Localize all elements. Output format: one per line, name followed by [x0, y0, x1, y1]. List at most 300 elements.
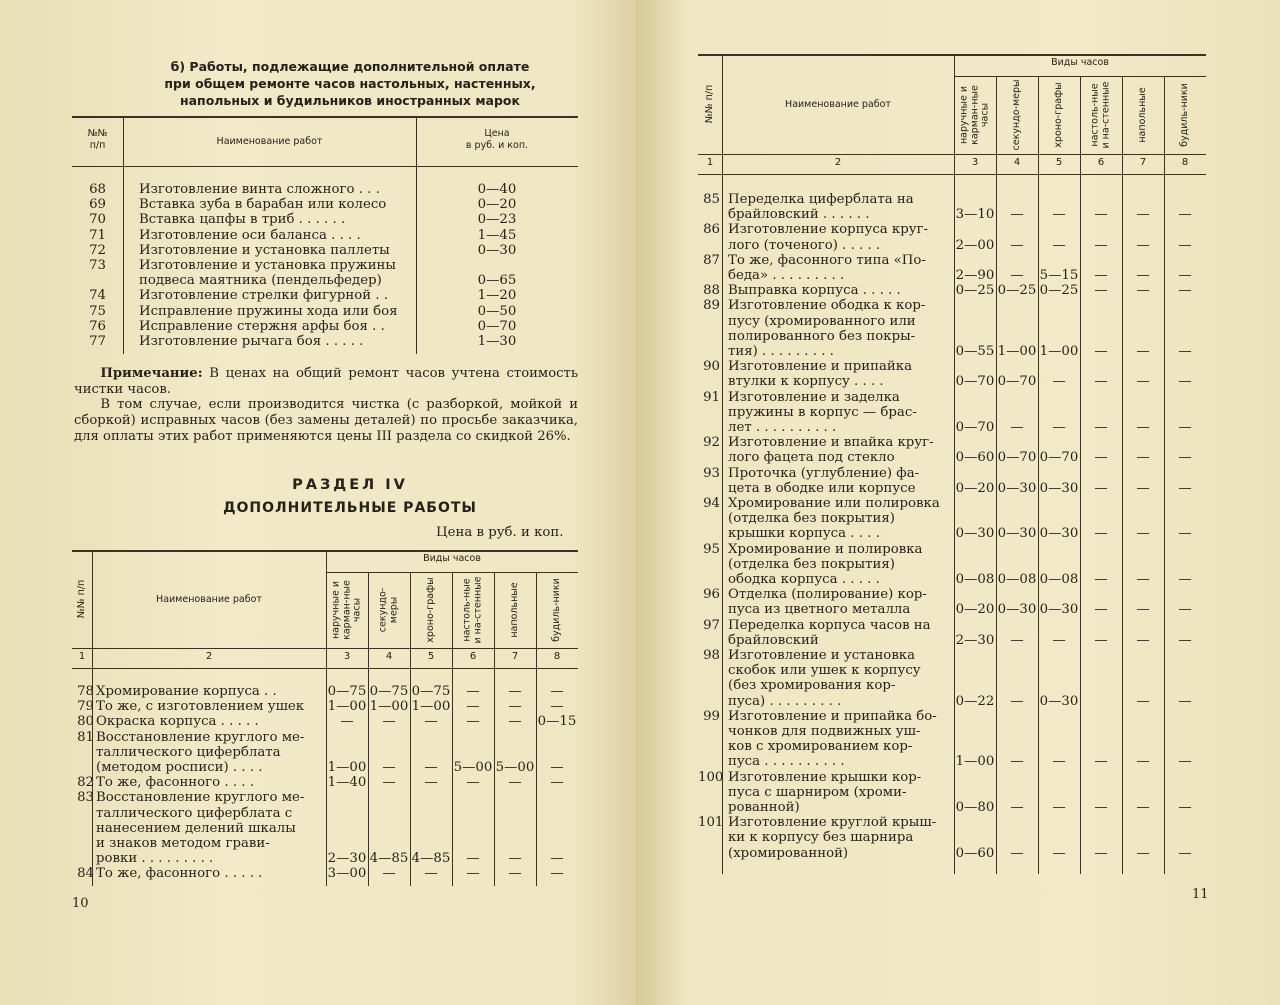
- table-rule: [72, 550, 578, 552]
- work-description: Хромирование корпуса . .: [96, 684, 277, 699]
- price-cell: —: [1052, 237, 1066, 253]
- table-rule: [698, 54, 1206, 56]
- row-number: 87: [703, 252, 720, 268]
- column-number: 3: [971, 157, 979, 168]
- price-cell: —: [1178, 602, 1192, 618]
- price-cell: 0—75: [369, 684, 409, 699]
- price-cell: —: [508, 775, 522, 791]
- work-description: Вставка зуба в барабан или колесо: [139, 197, 387, 213]
- table-rule: [698, 154, 1206, 155]
- note-text: В том случае, если производится чистка (с разборкой, мойкой и сборкой) исправных часов (без замены деталей) по просьбе заказчика, для оплаты этих работ применяются цены III раздела со скидкой 26%.: [74, 397, 578, 444]
- price-cell: —: [424, 760, 438, 775]
- price-cell: —: [1178, 845, 1192, 861]
- price-cell: 1—00: [369, 699, 409, 715]
- price-cell: 0—70: [997, 450, 1037, 466]
- column-number: 8: [1181, 157, 1189, 168]
- work-description: таллического циферблата: [96, 744, 281, 760]
- price-cell: 0—08: [955, 572, 995, 587]
- price-cell: —: [1010, 420, 1024, 435]
- price-cell: —: [1136, 800, 1150, 815]
- price-cell: 2—30: [955, 632, 995, 648]
- work-description: лого (точеного) . . . . .: [728, 237, 881, 253]
- price-cell: —: [424, 775, 438, 791]
- price-cell: 0—30: [955, 526, 995, 542]
- price-cell: —: [1094, 420, 1108, 435]
- price-cell: 2—00: [955, 237, 995, 253]
- column-number: 5: [1055, 157, 1063, 168]
- work-description: То же, с изготовлением ушек: [96, 699, 305, 715]
- price-cell: —: [1178, 374, 1192, 390]
- row-number: 89: [703, 298, 720, 314]
- column-number: 5: [427, 651, 435, 662]
- price-cell: 0—08: [1039, 572, 1079, 587]
- table-rule: [722, 54, 723, 874]
- work-description: ободка корпуса . . . . .: [728, 572, 880, 587]
- price-cell: —: [1136, 374, 1150, 390]
- price-cell: —: [1094, 800, 1108, 815]
- price-cell: —: [1052, 207, 1066, 223]
- price-cell: —: [1094, 374, 1108, 390]
- work-description: пуса с шарниром (хроми-: [728, 784, 907, 800]
- work-description: Изготовление и впайка круг-: [728, 435, 934, 451]
- price-cell: —: [466, 851, 480, 867]
- table-rule: [72, 668, 578, 669]
- work-description: (без хромирования кор-: [728, 678, 896, 694]
- table1-num-header: п/п: [89, 140, 106, 151]
- price-cell: —: [1136, 845, 1150, 861]
- row-number: 73: [89, 258, 106, 273]
- work-description: лет . . . . . . . . . .: [728, 420, 837, 435]
- row-number: 82: [77, 775, 94, 791]
- price-cell: —: [466, 714, 480, 730]
- work-description: лого фацета под стекло: [728, 450, 895, 466]
- work-description: ки к корпусу без шарнира: [728, 830, 914, 846]
- price-value: 0—23: [477, 212, 517, 228]
- column-header-kind: наручные и карман-ные часы: [958, 85, 991, 145]
- work-description: (отделка без покрытия): [728, 556, 895, 572]
- price-cell: —: [466, 699, 480, 715]
- column-header-kind: напольные: [508, 582, 520, 638]
- price-cell: —: [1136, 602, 1150, 618]
- work-description: Хромирование и полировка: [728, 541, 923, 557]
- price-cell: —: [508, 866, 522, 882]
- column-header-kind: наручные и карман-ные часы: [330, 580, 363, 640]
- column-header-kind: секундо-меры: [377, 587, 399, 633]
- column-header-kind: хроно-графы: [1052, 82, 1064, 148]
- work-description: Изготовление и установка паллеты: [139, 242, 390, 258]
- work-description: Изготовление и припайка: [728, 359, 913, 375]
- price-cell: 2—30: [327, 851, 367, 867]
- price-cell: —: [1094, 572, 1108, 587]
- price-cell: 0—75: [411, 684, 451, 699]
- price-cell: —: [382, 866, 396, 882]
- price-cell: —: [1010, 754, 1024, 770]
- column-header-name: Наименование работ: [785, 99, 891, 110]
- price-value: 0—30: [477, 242, 517, 258]
- table-rule: [698, 174, 1206, 175]
- left-page: [0, 0, 636, 1005]
- column-header-kind: настоль-ные и на-стенные: [461, 576, 483, 644]
- price-cell: 0—25: [955, 283, 995, 299]
- work-description: Изготовление крышки кор-: [728, 769, 922, 785]
- column-group-header: Виды часов: [1051, 57, 1109, 68]
- price-cell: 0—30: [997, 480, 1037, 496]
- row-number: 74: [89, 288, 106, 304]
- row-number: 69: [89, 197, 106, 213]
- price-cell: —: [1178, 480, 1192, 496]
- column-number: 7: [511, 651, 519, 662]
- price-cell: 1—00: [327, 760, 367, 775]
- column-number: 6: [1097, 157, 1105, 168]
- column-header-kind: будиль-ники: [1178, 83, 1190, 147]
- price-cell: —: [1178, 800, 1192, 815]
- price-cell: —: [1094, 268, 1108, 283]
- price-cell: —: [1094, 283, 1108, 299]
- table1-name-header: Наименование работ: [216, 136, 323, 147]
- work-description: Исправление пружины хода или боя: [139, 303, 398, 319]
- work-description: (отделка без покрытия): [728, 511, 895, 527]
- work-description: Изготовление рычага боя . . . . .: [139, 334, 364, 349]
- work-description: Изготовление винта сложного . . .: [139, 182, 380, 197]
- work-description: Восстановление круглого ме-: [96, 790, 305, 806]
- price-cell: 3—00: [327, 866, 367, 882]
- page-number: 10: [72, 896, 89, 911]
- work-description: чонков для подвижных уш-: [728, 724, 921, 739]
- price-cell: —: [1094, 845, 1108, 861]
- price-cell: 0—70: [1039, 450, 1079, 466]
- column-header-kind: секундо-меры: [1010, 79, 1022, 151]
- price-cell: —: [1094, 602, 1108, 618]
- work-description: (хромированной): [728, 845, 849, 861]
- price-cell: 0—25: [1039, 283, 1079, 299]
- section-title: РАЗДЕЛ IV: [292, 477, 408, 493]
- work-description: и знаков методом грави-: [96, 836, 270, 851]
- work-description: пусу (хромированного или: [728, 313, 916, 329]
- price-cell: 4—85: [369, 851, 409, 867]
- price-cell: 5—00: [495, 760, 535, 775]
- price-cell: —: [1052, 420, 1066, 435]
- work-description: То же, фасонного . . . .: [96, 775, 254, 791]
- row-number: 78: [77, 684, 94, 699]
- price-cell: —: [508, 851, 522, 867]
- work-description: брайловский . . . . . .: [728, 207, 870, 223]
- page-number: 11: [1192, 887, 1209, 902]
- price-value: 0—50: [477, 303, 517, 319]
- work-description: (методом росписи) . . . .: [96, 760, 263, 775]
- note-paragraph: [74, 366, 578, 398]
- price-cell: —: [466, 775, 480, 791]
- table1-price-header: в руб. и коп.: [465, 140, 529, 151]
- price-cell: 1—00: [327, 699, 367, 715]
- row-number: 88: [703, 283, 720, 299]
- price-cell: —: [1010, 845, 1024, 861]
- row-number: 90: [703, 359, 720, 375]
- work-description: рованной): [728, 800, 800, 815]
- price-cell: 0—30: [1039, 693, 1079, 709]
- work-description: Изготовление стрелки фигурной . .: [139, 288, 389, 304]
- column-number: 8: [553, 651, 561, 662]
- work-description: Отделка (полирование) кор-: [728, 587, 927, 603]
- column-number: 2: [205, 651, 213, 662]
- price-cell: 1—00: [411, 699, 451, 715]
- price-cell: —: [1010, 237, 1024, 253]
- price-cell: —: [1094, 450, 1108, 466]
- price-value: 0—70: [477, 318, 517, 334]
- price-cell: —: [1010, 800, 1024, 815]
- price-cell: 0—75: [327, 684, 367, 699]
- column-number: 6: [469, 651, 477, 662]
- price-cell: —: [1094, 480, 1108, 496]
- price-cell: —: [1136, 344, 1150, 359]
- column-number: 7: [1139, 157, 1147, 168]
- work-description: Исправление стержня арфы боя . .: [139, 318, 385, 334]
- work-description: таллического циферблата с: [96, 805, 293, 821]
- price-cell: 0—70: [955, 374, 995, 390]
- price-value: 1—30: [477, 334, 517, 349]
- work-description: Окраска корпуса . . . . .: [96, 714, 259, 730]
- row-number: 101: [698, 815, 724, 831]
- column-header-name: Наименование работ: [156, 594, 262, 605]
- price-cell: 0—60: [955, 845, 995, 861]
- work-description: Изготовление и припайка бо-: [728, 708, 937, 724]
- work-description: пуса из цветного металла: [728, 602, 911, 618]
- price-cell: 0—80: [955, 800, 995, 815]
- price-cell: 0—25: [997, 283, 1037, 299]
- work-description: беда» . . . . . . . . .: [728, 268, 845, 283]
- price-cell: —: [1178, 572, 1192, 587]
- work-description: Выправка корпуса . . . . .: [728, 283, 901, 299]
- note-text: В ценах на общий ремонт часов учтена стоимость чистки часов.: [74, 366, 578, 397]
- work-description: То же, фасонного . . . . .: [96, 866, 263, 882]
- row-number: 94: [703, 496, 720, 511]
- row-number: 83: [77, 790, 94, 806]
- price-cell: 0—30: [997, 526, 1037, 542]
- price-cell: 0—30: [1039, 480, 1079, 496]
- work-description: Изготовление оси баланса . . . .: [139, 227, 361, 243]
- price-cell: —: [382, 760, 396, 775]
- price-cell: —: [550, 851, 564, 867]
- column-number: 1: [706, 157, 714, 168]
- work-description: брайловский: [728, 632, 819, 648]
- column-number: 4: [385, 651, 393, 662]
- price-cell: —: [1178, 754, 1192, 770]
- price-cell: —: [1178, 420, 1192, 435]
- price-caption: Цена в руб. и коп.: [436, 525, 564, 540]
- column-header-kind: хроно-графы: [424, 577, 436, 643]
- price-cell: —: [424, 866, 438, 882]
- price-cell: —: [1094, 237, 1108, 253]
- price-cell: —: [1136, 420, 1150, 435]
- work-description: Вставка цапфы в триб . . . . . .: [139, 212, 346, 228]
- row-number: 98: [703, 648, 720, 663]
- work-description: ровки . . . . . . . . .: [96, 851, 214, 867]
- price-cell: —: [1052, 845, 1066, 861]
- price-cell: 1—00: [955, 754, 995, 770]
- price-cell: —: [1052, 800, 1066, 815]
- price-cell: —: [1094, 207, 1108, 223]
- subsection-title-line: б) Работы, подлежащие дополнительной оплате: [170, 59, 530, 74]
- price-cell: —: [1136, 632, 1150, 648]
- price-cell: 0—20: [955, 480, 995, 496]
- section-subtitle: ДОПОЛНИТЕЛЬНЫЕ РАБОТЫ: [223, 500, 477, 516]
- work-description: нанесением делений шкалы: [96, 820, 296, 836]
- note-label: Примечание:: [100, 366, 203, 381]
- price-cell: —: [1052, 374, 1066, 390]
- price-cell: —: [508, 684, 522, 699]
- row-number: 71: [89, 227, 106, 243]
- work-description: Изготовление и установка: [728, 648, 916, 663]
- row-number: 84: [77, 866, 94, 882]
- price-cell: 2—90: [955, 268, 995, 283]
- price-cell: —: [1178, 207, 1192, 223]
- price-cell: —: [382, 714, 396, 730]
- row-number: 68: [89, 182, 106, 197]
- price-cell: 4—85: [411, 851, 451, 867]
- price-cell: —: [550, 760, 564, 775]
- column-number: 1: [78, 651, 86, 662]
- column-header-num: №№ п/п: [703, 84, 715, 124]
- column-header-kind: будиль-ники: [550, 578, 562, 642]
- price-cell: —: [1094, 344, 1108, 359]
- price-cell: —: [1094, 526, 1108, 542]
- work-description: Переделка корпуса часов на: [728, 617, 931, 633]
- price-cell: 0—20: [955, 602, 995, 618]
- price-cell: 1—40: [327, 775, 367, 791]
- price-cell: —: [1178, 526, 1192, 542]
- work-description: То же, фасонного типа «По-: [728, 252, 926, 268]
- price-cell: —: [1136, 207, 1150, 223]
- price-cell: —: [1010, 207, 1024, 223]
- row-number: 80: [77, 714, 94, 730]
- price-cell: 0—15: [537, 714, 577, 730]
- work-description: полированного без покры-: [728, 328, 916, 344]
- work-description: Изготовление и заделка: [728, 389, 900, 405]
- work-description: Восстановление круглого ме-: [96, 729, 305, 745]
- price-cell: —: [1136, 526, 1150, 542]
- work-description: пуса) . . . . . . . . .: [728, 693, 842, 709]
- price-cell: —: [1136, 480, 1150, 496]
- price-cell: —: [1136, 283, 1150, 299]
- work-description: ков с хромированием кор-: [728, 739, 913, 755]
- row-number: 72: [89, 242, 106, 258]
- price-cell: 0—30: [1039, 602, 1079, 618]
- price-cell: —: [1136, 754, 1150, 770]
- price-cell: —: [508, 699, 522, 715]
- row-number: 99: [703, 708, 720, 724]
- subsection-title-line: при общем ремонте часов настольных, настенных,: [164, 76, 536, 91]
- price-cell: —: [1136, 450, 1150, 466]
- row-number: 85: [703, 192, 720, 207]
- row-number: 70: [89, 212, 106, 228]
- price-cell: 1—00: [1039, 344, 1079, 359]
- price-cell: —: [1178, 450, 1192, 466]
- price-cell: —: [550, 775, 564, 791]
- price-cell: —: [1178, 632, 1192, 648]
- price-value: 1—20: [477, 288, 517, 304]
- price-cell: —: [550, 684, 564, 699]
- work-description: цета в ободке или корпусе: [728, 480, 916, 496]
- work-description: скобок или ушек к корпусу: [728, 663, 921, 679]
- row-number: 93: [703, 465, 720, 481]
- price-cell: —: [1136, 693, 1150, 709]
- price-cell: —: [1178, 693, 1192, 709]
- price-cell: —: [1052, 632, 1066, 648]
- work-description: Хромирование или полировка: [728, 496, 940, 511]
- work-description: крышки корпуса . . . .: [728, 526, 880, 542]
- row-number: 92: [703, 435, 720, 451]
- price-value: 1—45: [477, 227, 517, 243]
- price-cell: 5—15: [1039, 268, 1079, 283]
- price-cell: 0—08: [997, 572, 1037, 587]
- price-value: 0—40: [477, 182, 517, 197]
- column-number: 4: [1013, 157, 1021, 168]
- price-cell: 0—60: [955, 450, 995, 466]
- table1-price-header: Цена: [484, 128, 510, 139]
- work-description: Изготовление ободка к кор-: [728, 298, 926, 314]
- work-description: тия) . . . . . . . . .: [728, 344, 834, 359]
- work-description: втулки к корпусу . . . .: [728, 374, 884, 390]
- price-cell: —: [1094, 754, 1108, 770]
- column-number: 3: [343, 651, 351, 662]
- price-cell: 5—00: [453, 760, 493, 775]
- work-description: Переделка циферблата на: [728, 192, 914, 207]
- work-description: пуса . . . . . . . . . .: [728, 754, 845, 770]
- price-cell: 1—00: [997, 344, 1037, 359]
- row-number: 81: [77, 729, 94, 745]
- column-header-kind: напольные: [1136, 87, 1148, 143]
- row-number: 100: [698, 769, 724, 785]
- price-cell: —: [466, 684, 480, 699]
- price-cell: —: [1136, 268, 1150, 283]
- work-description: пружины в корпус — брас-: [728, 404, 917, 420]
- column-header-kind: настоль-ные и на-стенные: [1089, 81, 1111, 149]
- price-cell: 0—70: [955, 420, 995, 435]
- price-cell: —: [550, 866, 564, 882]
- price-cell: —: [1178, 283, 1192, 299]
- price-cell: 0—22: [955, 693, 995, 709]
- price-cell: 0—30: [997, 602, 1037, 618]
- right-page: [636, 0, 1280, 1005]
- price-cell: —: [550, 699, 564, 715]
- column-header-num: №№ п/п: [75, 579, 87, 619]
- price-cell: —: [1178, 268, 1192, 283]
- work-description: Изготовление круглой крыш-: [728, 815, 937, 831]
- row-number: 95: [703, 541, 720, 557]
- table-rule: [72, 648, 578, 649]
- price-cell: —: [466, 866, 480, 882]
- price-cell: —: [1010, 693, 1024, 709]
- price-cell: —: [1094, 632, 1108, 648]
- price-cell: —: [424, 714, 438, 730]
- row-number: 76: [89, 318, 106, 334]
- price-cell: —: [382, 775, 396, 791]
- price-cell: —: [1010, 632, 1024, 648]
- price-cell: 3—10: [955, 207, 995, 223]
- price-cell: —: [1178, 237, 1192, 253]
- price-cell: —: [1052, 754, 1066, 770]
- price-cell: 0—55: [955, 344, 995, 359]
- column-number: 2: [834, 157, 842, 168]
- price-cell: —: [508, 714, 522, 730]
- price-cell: —: [1178, 344, 1192, 359]
- subsection-title-line: напольных и будильников иностранных марок: [179, 93, 521, 108]
- row-number: 91: [703, 389, 720, 405]
- price-cell: 0—30: [1039, 526, 1079, 542]
- row-number: 97: [703, 617, 720, 633]
- column-group-header: Виды часов: [423, 553, 481, 564]
- price-cell: —: [1136, 572, 1150, 587]
- price-cell: —: [1010, 268, 1024, 283]
